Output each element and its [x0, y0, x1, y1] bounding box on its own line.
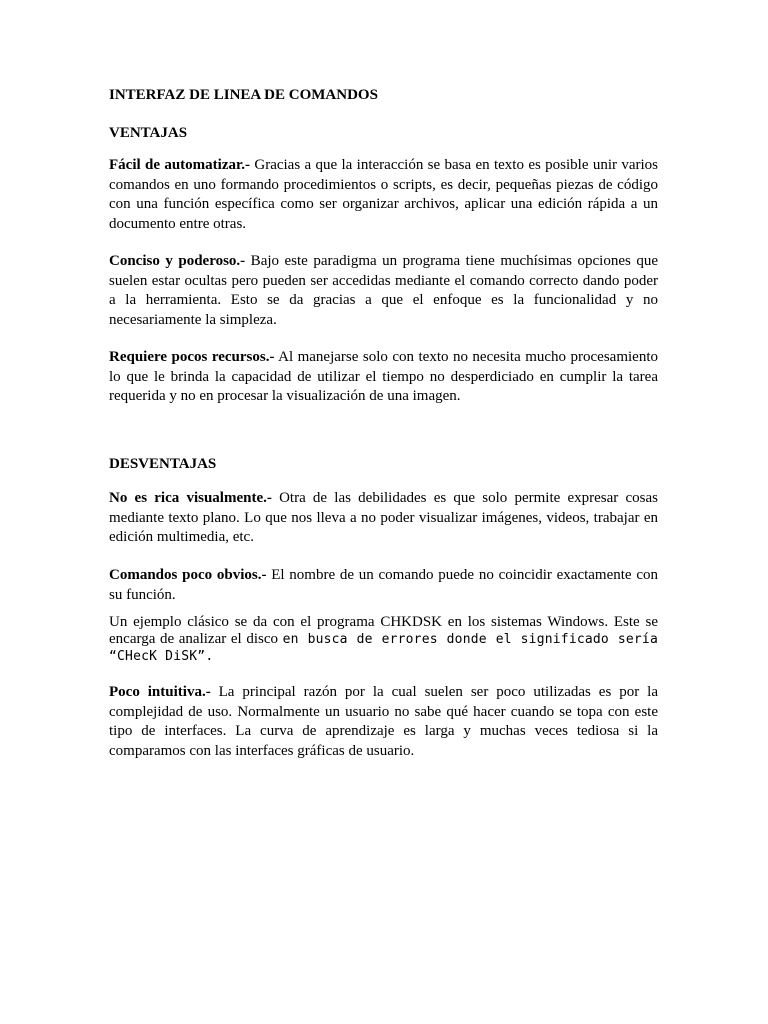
paragraph-pocos-recursos [109, 348, 658, 407]
paragraph-facil-automatizar [109, 156, 658, 234]
paragraph-text: El nombre de un comando puede no coincidir exactamente con su función. [109, 567, 658, 603]
paragraph-text: Gracias a que la interacción se basa en texto es posible unir varios comandos en uno formando procedimientos o scripts, es decir, pequeñas piezas de código con una función específica como ser organizar archivos, aplicar una edición rápida a un documento entre otras. [109, 157, 658, 232]
paragraph-text: Al manejarse solo con texto no necesita mucho procesamiento lo que le brinda la capacidad de utilizar el tiempo no desperdiciado en cumplir la tarea requerida y no en procesar la visualización de una imagen. [109, 349, 658, 404]
section-heading-ventajas: VENTAJAS [109, 125, 188, 141]
paragraph-term: Conciso y poderoso.- [109, 253, 246, 269]
document-title: INTERFAZ DE LINEA DE COMANDOS [109, 87, 378, 103]
paragraph-term: Poco intuitiva.- [109, 684, 211, 700]
paragraph-rica-visualmente [109, 489, 658, 548]
example-tail-text: en busca de errores donde el significado sería “CHecK DiSK”. [109, 632, 658, 664]
example-paragraph-chkdsk [109, 614, 658, 665]
section-heading-desventajas: DESVENTAJAS [109, 456, 217, 472]
paragraph-poco-intuitiva [109, 683, 658, 761]
paragraph-text: La principal razón por la cual suelen ser poco utilizadas es por la complejidad de uso. Normalmente un usuario no sabe qué hacer cuando se topa con este tipo de interfaces. La curva de aprendizaje es larga y muchas veces tediosa si la comparamos con las interfaces gráficas de usuario. [109, 684, 659, 759]
example-lead-text: Un ejemplo clásico se da con el programa CHKDSK en los sistemas Windows. Este se encarga de analizar el disco [109, 614, 658, 647]
paragraph-text: Otra de las debilidades es que solo permite expresar cosas mediante texto plano. Lo que nos lleva a no poder visualizar imágenes, videos, trabajar en edición multimedia, etc. [109, 490, 658, 545]
paragraph-conciso-poderoso [109, 252, 658, 330]
paragraph-term: Comandos poco obvios.- [109, 567, 267, 583]
paragraph-term: Requiere pocos recursos.- [109, 349, 275, 365]
paragraph-comandos-poco-obvios [109, 566, 658, 605]
paragraph-term: No es rica visualmente.- [109, 490, 272, 506]
paragraph-term: Fácil de automatizar.- [109, 157, 251, 173]
paragraph-text: Bajo este paradigma un programa tiene muchísimas opciones que suelen estar ocultas pero pueden ser accedidas mediante el comando correcto dando poder a la herramienta. Esto se da gracias a que el enfoque es la funcionalidad y no necesariamente la simpleza. [109, 253, 658, 328]
